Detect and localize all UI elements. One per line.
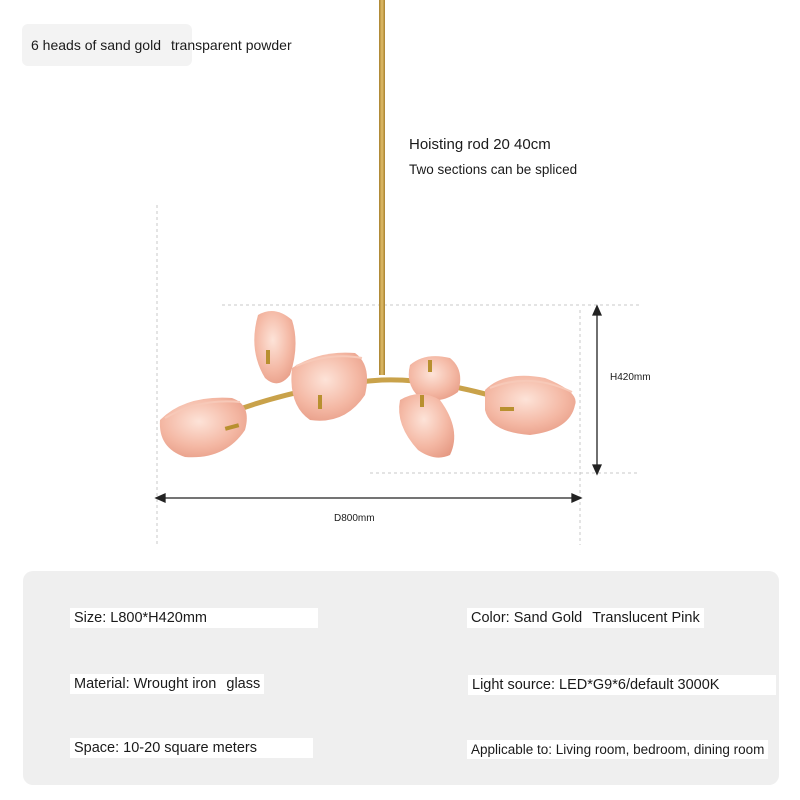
rod-length-text: Hoisting rod 20 40cm [409, 136, 551, 153]
spec-applicable: Applicable to: Living room, bedroom, dining room [467, 740, 768, 759]
hoisting-rod [379, 0, 385, 375]
variant-shade: transparent powder [171, 37, 292, 53]
spec-color-primary: Color: Sand Gold [471, 610, 583, 626]
shade-center-left [291, 353, 367, 421]
dimension-guides [157, 205, 642, 545]
spec-material [70, 674, 264, 694]
rod-splice-text: Two sections can be spliced [409, 162, 578, 177]
rod-note [409, 136, 577, 177]
diameter-dimension-label: D800mm [334, 513, 375, 524]
spec-material-primary: Material: Wrought iron [74, 676, 217, 692]
spec-size: Size: L800*H420mm [70, 608, 318, 628]
spec-color-secondary: Translucent Pink [592, 610, 700, 626]
shade-bottom-center [399, 394, 454, 458]
spec-light-source: Light source: LED*G9*6/default 3000K [468, 675, 776, 695]
shade-left [160, 398, 247, 458]
shade-upper-left [254, 311, 295, 383]
spec-space: Space: 10-20 square meters [70, 738, 313, 758]
shade-center-right [409, 356, 460, 400]
height-dimension-label: H420mm [610, 372, 651, 383]
spec-material-secondary: glass [226, 676, 261, 692]
shade-right [485, 376, 576, 435]
spec-color [467, 608, 704, 628]
variant-finish: 6 heads of sand gold [31, 37, 161, 53]
